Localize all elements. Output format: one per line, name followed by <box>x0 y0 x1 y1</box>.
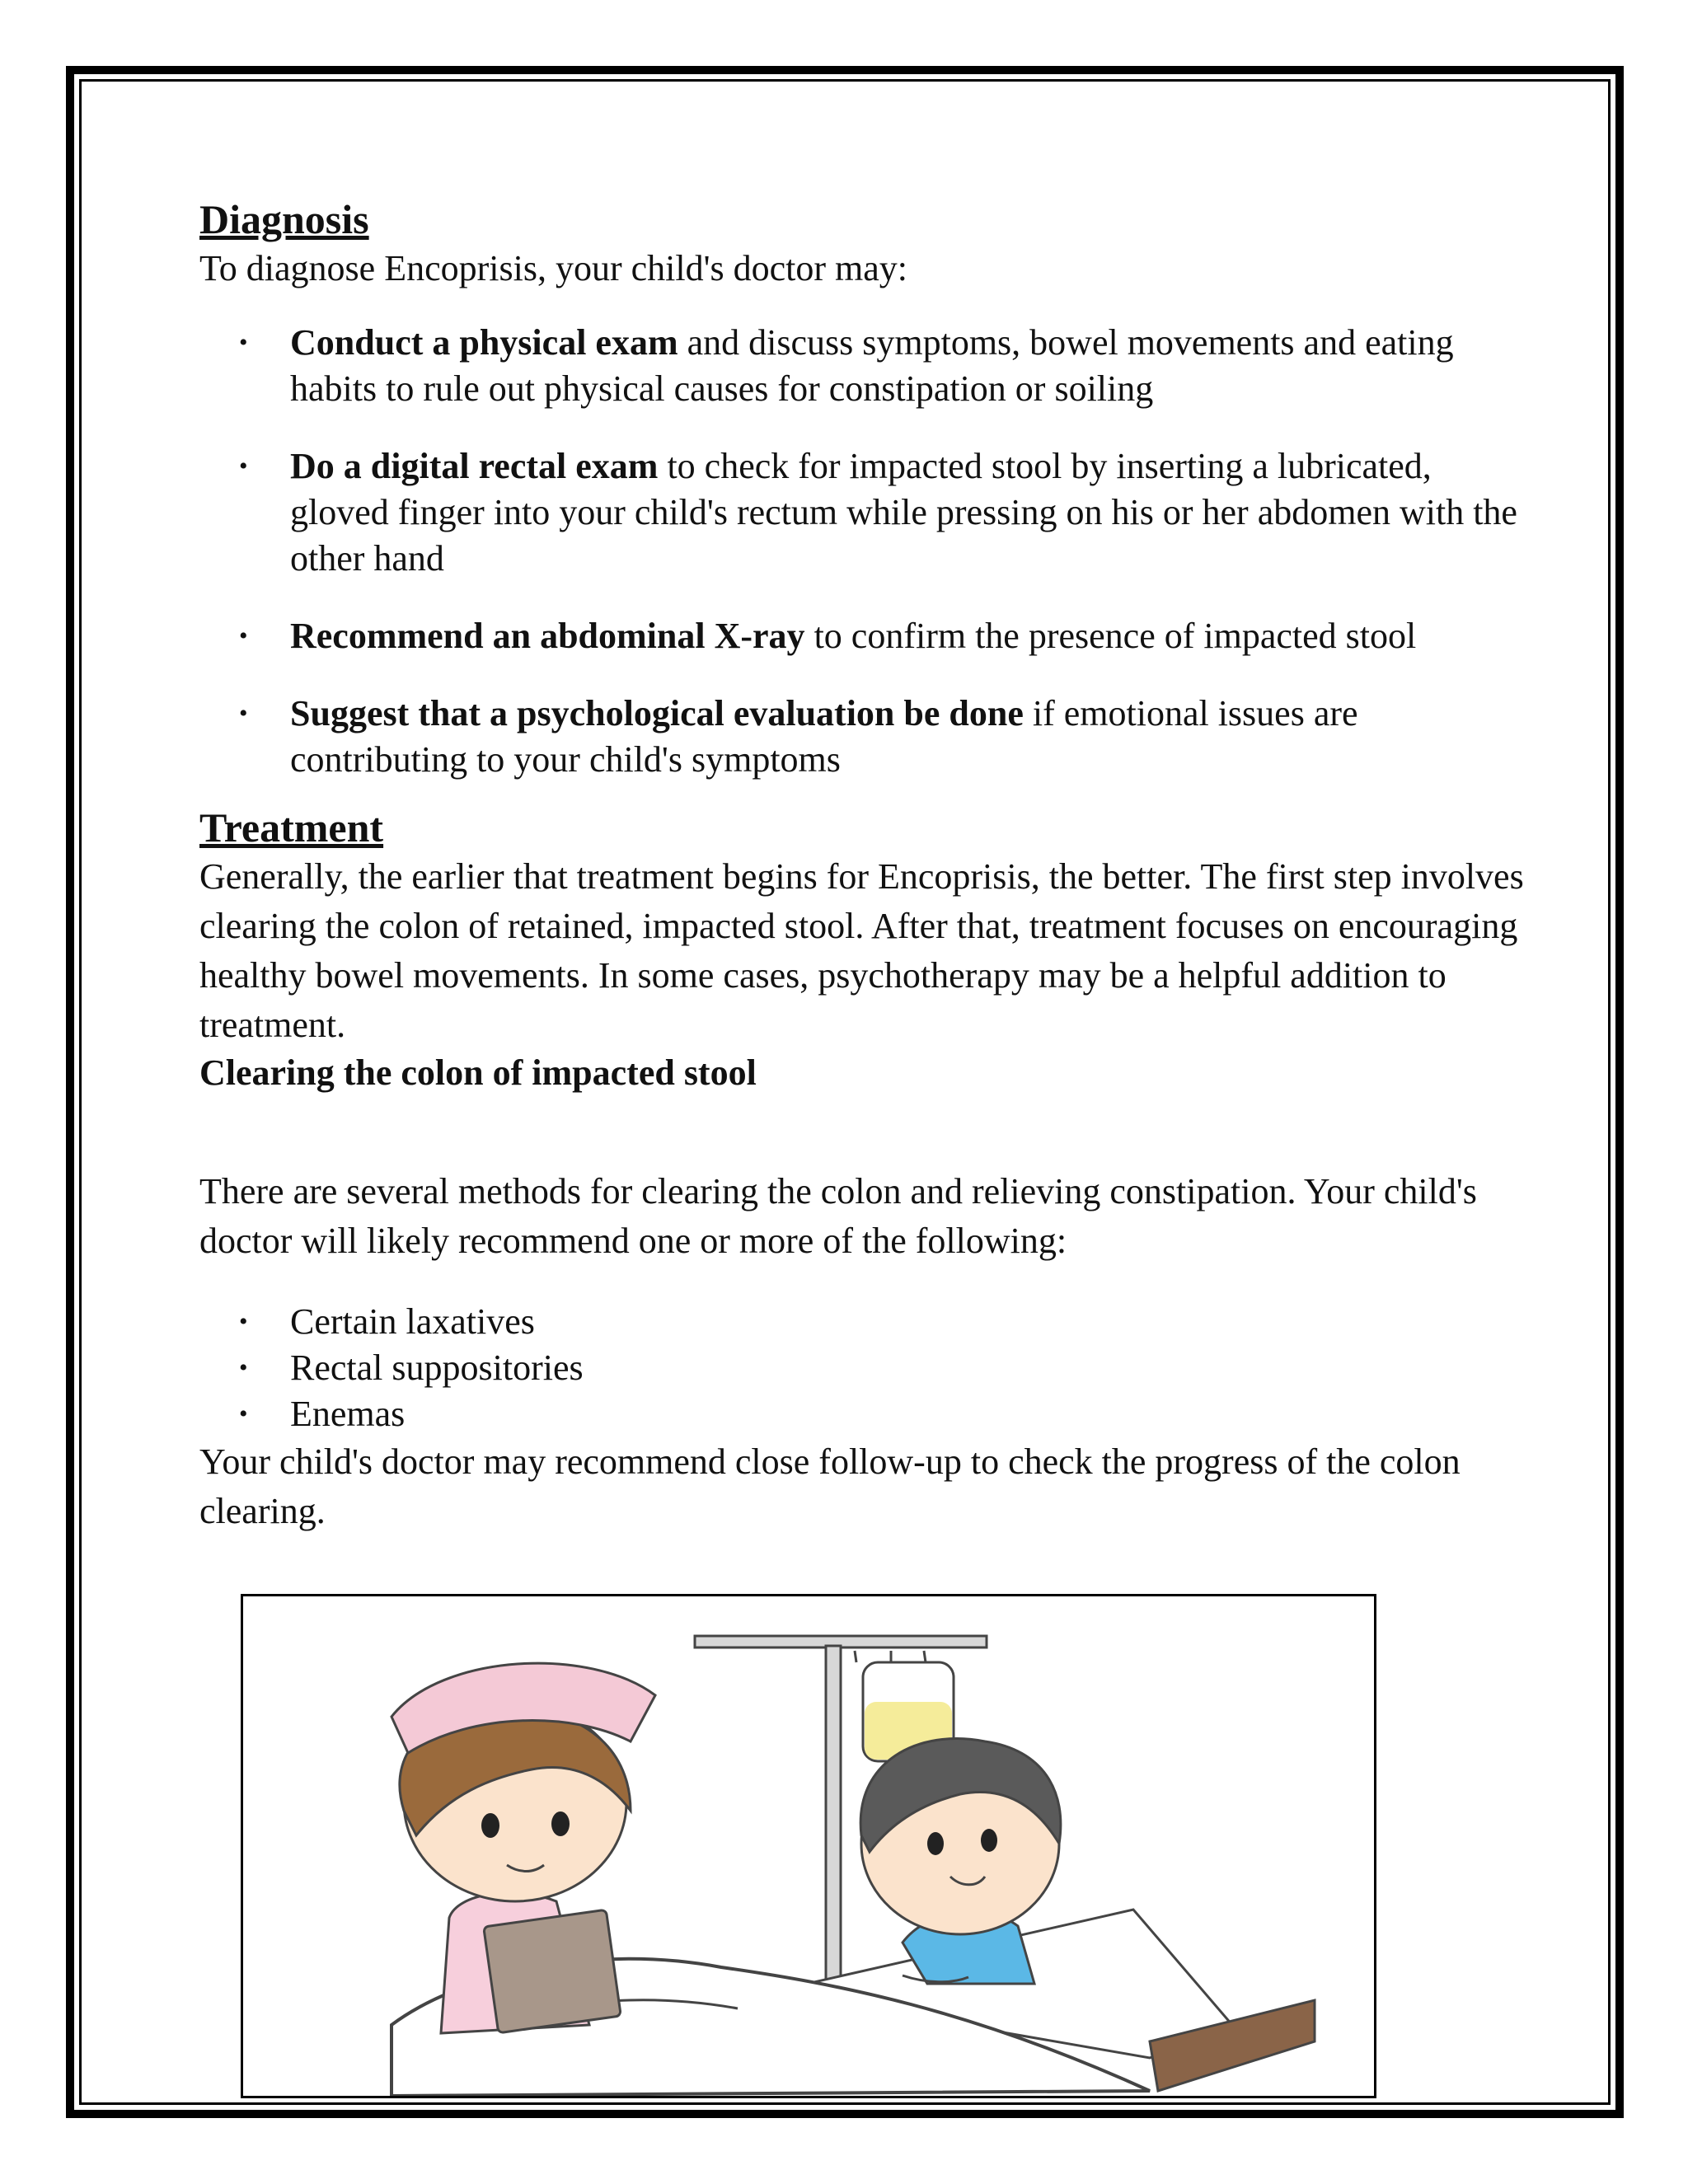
diagnosis-heading: Diagnosis <box>199 196 369 242</box>
nurse-icon <box>392 1663 655 2033</box>
treatment-heading: Treatment <box>199 804 384 851</box>
bullet-icon: • <box>239 700 248 727</box>
list-item <box>199 613 1535 659</box>
nurse-patient-illustration <box>241 1594 1376 2098</box>
list-item-text: Certain laxatives <box>290 1301 535 1342</box>
list-item-lead: Do a digital rectal exam <box>290 446 659 486</box>
diagnosis-list <box>199 320 1535 783</box>
list-item <box>199 1345 1535 1391</box>
diagnosis-intro: To diagnose Encoprisis, your child's doctor may: <box>199 248 908 288</box>
list-item <box>199 1299 1535 1345</box>
list-item-text: to check for impacted stool by inserting a lubricated, gloved finger into your child's rectum while pressing on his or her abdomen with the other hand <box>290 446 1517 579</box>
illustration-svg <box>243 1596 1374 2096</box>
methods-intro: There are several methods for clearing the colon and relieving constipation. Your child's doctor will likely recommend one or more of the following: <box>199 1171 1477 1261</box>
bullet-icon: • <box>239 452 248 480</box>
document-content <box>199 194 1535 1536</box>
bullet-icon: • <box>239 622 248 649</box>
clearing-subheading: Clearing the colon of impacted stool <box>199 1052 757 1093</box>
list-item-lead: Conduct a physical exam <box>290 322 678 363</box>
list-item <box>199 443 1535 582</box>
list-item-text: to confirm the presence of impacted stool <box>804 616 1417 656</box>
list-item <box>199 1391 1535 1437</box>
bullet-icon: • <box>239 329 248 356</box>
methods-list <box>199 1299 1535 1437</box>
treatment-body: Generally, the earlier that treatment begins for Encoprisis, the better. The first step involves clearing the colon of retained, impacted stool. After that, treatment focuses on encouraging healthy bowel movements. In some cases, psychotherapy may be a helpful addition to treatment. <box>199 856 1524 1045</box>
list-item-text: Enemas <box>290 1394 406 1434</box>
followup-text: Your child's doctor may recommend close follow-up to check the progress of the colon clearing. <box>199 1441 1461 1531</box>
list-item-text: and discuss symptoms, bowel movements and eating habits to rule out physical causes for constipation or soiling <box>290 322 1454 409</box>
bullet-icon: • <box>239 1354 248 1381</box>
list-item-lead: Recommend an abdominal X-ray <box>290 616 805 656</box>
clipboard-icon <box>484 1910 621 2033</box>
bullet-icon: • <box>239 1308 248 1335</box>
list-item <box>199 691 1535 783</box>
list-item-lead: Suggest that a psychological evaluation be done <box>290 693 1024 733</box>
bullet-icon: • <box>239 1400 248 1427</box>
list-item <box>199 320 1535 412</box>
list-item-text: if emotional issues are contributing to your child's symptoms <box>290 693 1358 780</box>
list-item-text: Rectal suppositories <box>290 1347 584 1388</box>
